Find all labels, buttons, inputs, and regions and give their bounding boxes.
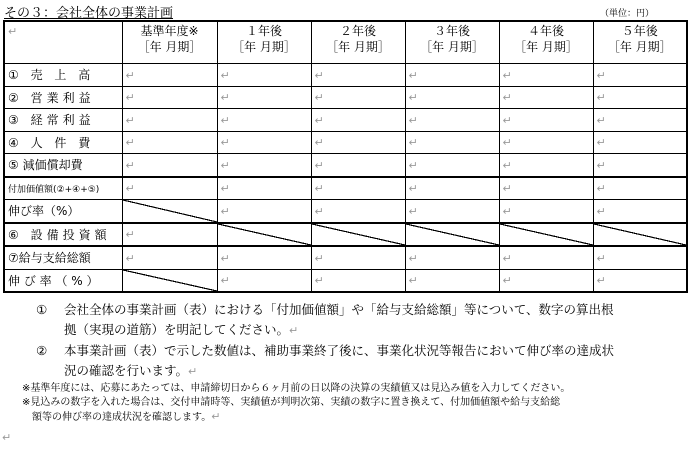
input-cell[interactable]: ↵ — [122, 154, 217, 177]
crossed-out-cell — [593, 223, 687, 247]
input-cell[interactable]: ↵ — [593, 131, 687, 154]
small-note-estimates-line-2: 額等の伸び率の達成状況を確認します。↵ — [32, 410, 221, 423]
input-cell[interactable]: ↵ — [311, 64, 405, 87]
table-row — [4, 86, 687, 109]
input-cell[interactable]: ↵ — [311, 269, 405, 292]
header-cell-year-2: ２年後 ［年 月期］ — [311, 21, 405, 64]
notes-section — [0, 300, 688, 425]
crossed-out-cell — [405, 223, 499, 247]
note-1-line-2: 拠（実現の道筋）を明記してください。↵ — [64, 322, 299, 337]
input-cell[interactable]: ↵ — [217, 131, 311, 154]
header-cell-year-1: １年後 ［年 月期］ — [217, 21, 311, 64]
input-cell[interactable]: ↵ — [405, 246, 499, 269]
input-cell[interactable]: ↵ — [499, 177, 593, 200]
input-cell[interactable]: ↵ — [499, 154, 593, 177]
input-cell[interactable]: ↵ — [499, 64, 593, 87]
table-row — [4, 177, 687, 200]
note-2 — [0, 341, 688, 382]
crossed-out-cell — [122, 200, 217, 223]
input-cell[interactable]: ↵ — [405, 86, 499, 109]
header-corner-cell: ↵ — [4, 21, 122, 64]
input-cell[interactable]: ↵ — [217, 269, 311, 292]
input-cell[interactable]: ↵ — [311, 131, 405, 154]
input-cell[interactable]: ↵ — [122, 64, 217, 87]
input-cell[interactable]: ↵ — [499, 200, 593, 223]
input-cell[interactable]: ↵ — [593, 177, 687, 200]
input-cell[interactable]: ↵ — [217, 246, 311, 269]
input-cell[interactable]: ↵ — [311, 200, 405, 223]
paragraph-mark: ↵ — [2, 431, 12, 444]
input-cell[interactable]: ↵ — [405, 131, 499, 154]
input-cell[interactable]: ↵ — [499, 246, 593, 269]
crossed-out-cell — [122, 269, 217, 292]
row-label-personnel-cost: ④ 人 件 費 — [4, 131, 122, 154]
small-note-estimates-line-1: ※見込みの数字を入れた場合は、交付申請時等、実績値が判明次第、実績の数字に置き換えて、付加価値額や給与支給総 — [22, 397, 561, 408]
input-cell[interactable]: ↵ — [499, 131, 593, 154]
input-cell[interactable]: ↵ — [593, 64, 687, 87]
note-2-number: ② — [36, 343, 48, 358]
row-label-sales: ① 売 上 高 — [4, 64, 122, 87]
note-1-number: ① — [36, 302, 48, 317]
input-cell[interactable]: ↵ — [593, 109, 687, 132]
input-cell[interactable]: ↵ — [405, 200, 499, 223]
input-cell[interactable]: ↵ — [217, 154, 311, 177]
page-title: その３：会社全体の事業計画 — [4, 6, 174, 21]
crossed-out-cell — [217, 223, 311, 247]
input-cell[interactable]: ↵ — [311, 109, 405, 132]
header-cell-year-5: ５年後 ［年 月期］ — [593, 21, 687, 64]
input-cell[interactable]: ↵ — [593, 86, 687, 109]
input-cell[interactable]: ↵ — [499, 86, 593, 109]
unit-label: （単位：円） — [600, 9, 655, 19]
header-cell-base-year: 基準年度※ ［年 月期］ — [122, 21, 217, 64]
input-cell[interactable]: ↵ — [593, 200, 687, 223]
table-row — [4, 64, 687, 87]
header-cell-year-4: ４年後 ［年 月期］ — [499, 21, 593, 64]
header-cell-year-3: ３年後 ［年 月期］ — [405, 21, 499, 64]
input-cell[interactable]: ↵ — [217, 86, 311, 109]
small-note-base-year: ※基準年度には、応募にあたっては、申請締切日から６ヶ月前の日以降の決算の実績値又は見込み値を入力してください。 — [22, 383, 571, 394]
table-row — [4, 109, 687, 132]
input-cell[interactable]: ↵ — [311, 177, 405, 200]
input-cell[interactable]: ↵ — [405, 269, 499, 292]
row-label-growth-rate-salary: 伸 び 率 （ % ） — [4, 269, 122, 292]
note-1 — [0, 300, 688, 341]
input-cell[interactable]: ↵ — [593, 246, 687, 269]
table-row — [4, 154, 687, 177]
table-row — [4, 200, 687, 223]
input-cell[interactable]: ↵ — [311, 246, 405, 269]
note-2-line-1: 本事業計画（表）で示した数値は、補助事業終了後に、事業化状況等報告において伸び率の達成状 — [64, 343, 615, 358]
note-2-line-2: 況の確認を行います。↵ — [64, 363, 198, 378]
input-cell[interactable]: ↵ — [405, 154, 499, 177]
input-cell[interactable]: ↵ — [122, 223, 217, 247]
input-cell[interactable]: ↵ — [405, 177, 499, 200]
input-cell[interactable]: ↵ — [122, 86, 217, 109]
table-row — [4, 223, 687, 247]
input-cell[interactable]: ↵ — [122, 131, 217, 154]
input-cell[interactable]: ↵ — [122, 109, 217, 132]
row-label-operating-profit: ② 営業利益 — [4, 86, 122, 109]
row-label-capital-investment: ⑥ 設備投資額 — [4, 223, 122, 247]
table-row — [4, 131, 687, 154]
crossed-out-cell — [311, 223, 405, 247]
input-cell[interactable]: ↵ — [499, 269, 593, 292]
input-cell[interactable]: ↵ — [499, 109, 593, 132]
note-1-line-1: 会社全体の事業計画（表）における「付加価値額」や「給与支給総額」等について、数字の算出根 — [64, 302, 614, 317]
input-cell[interactable]: ↵ — [311, 154, 405, 177]
row-label-depreciation: ⑤ 減価償却費 — [4, 154, 122, 177]
table-row — [4, 269, 687, 292]
input-cell[interactable]: ↵ — [593, 269, 687, 292]
input-cell[interactable]: ↵ — [217, 109, 311, 132]
table-header-row — [4, 21, 687, 64]
input-cell[interactable]: ↵ — [593, 154, 687, 177]
input-cell[interactable]: ↵ — [217, 177, 311, 200]
input-cell[interactable]: ↵ — [217, 64, 311, 87]
row-label-growth-rate-value-added: 伸び率（%） — [4, 200, 122, 223]
row-label-total-salary: ⑦給与支給総額 — [4, 246, 122, 269]
input-cell[interactable]: ↵ — [405, 64, 499, 87]
row-label-value-added: 付加価値額(②+④+⑤) — [4, 177, 122, 200]
input-cell[interactable]: ↵ — [405, 109, 499, 132]
crossed-out-cell — [499, 223, 593, 247]
input-cell[interactable]: ↵ — [122, 177, 217, 200]
input-cell[interactable]: ↵ — [217, 200, 311, 223]
input-cell[interactable]: ↵ — [122, 246, 217, 269]
business-plan-table — [3, 20, 688, 293]
table-row — [4, 246, 687, 269]
input-cell[interactable]: ↵ — [311, 86, 405, 109]
row-label-ordinary-profit: ③ 経常利益 — [4, 109, 122, 132]
